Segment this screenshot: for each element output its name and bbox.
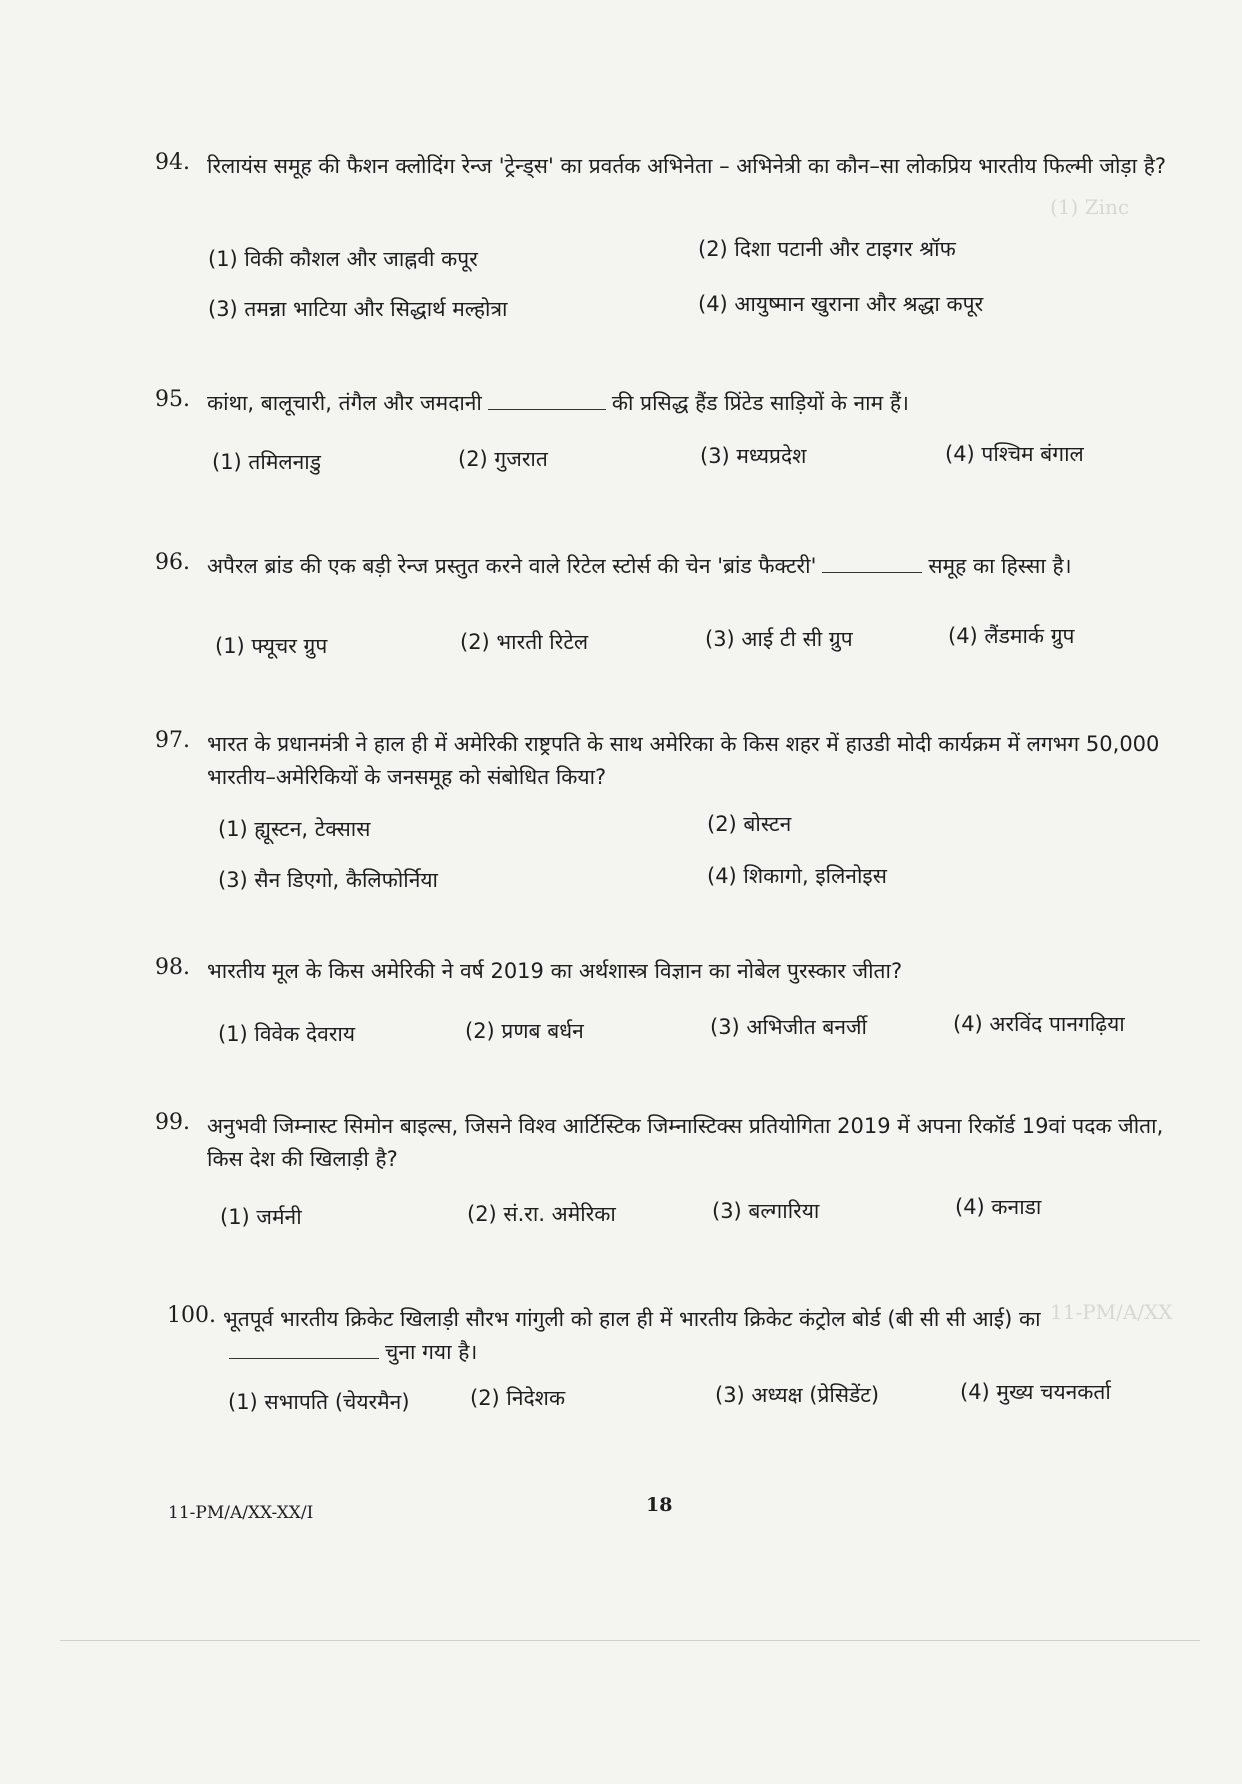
option-99-1[interactable]: (1) जर्मनी <box>220 1205 302 1229</box>
option-95-3[interactable]: (3) मध्यप्रदेश <box>700 444 807 468</box>
option-94-3[interactable]: (3) तमन्ना भाटिया और सिद्धार्थ मल्होत्रा <box>208 297 508 321</box>
option-94-1[interactable]: (1) विकी कौशल और जाह्नवी कपूर <box>208 247 478 271</box>
question-text-part-1: भूतपूर्व भारतीय क्रिकेट खिलाड़ी सौरभ गांगुली को हाल ही में भारतीय क्रिकेट कंट्रोल बोर्ड (बी सी सी आई) का <box>223 1307 1041 1331</box>
option-100-2[interactable]: (2) निदेशक <box>470 1386 566 1410</box>
question-96 <box>155 550 1190 583</box>
question-text: भारतीय मूल के किस अमेरिकी ने वर्ष 2019 का अर्थशास्त्र विज्ञान का नोबेल पुरस्कार जीता? <box>207 959 903 983</box>
option-100-1[interactable]: (1) सभापति (चेयरमैन) <box>228 1390 410 1414</box>
fill-blank <box>229 1340 379 1359</box>
question-text: अनुभवी जिम्नास्ट सिमोन बाइल्स, जिसने विश्व आर्टिस्टिक जिम्नास्टिक्स प्रतियोगिता 2019 में अपना रिकॉर्ड 19वां पदक जीता, किस देश की खिलाड़ी है? <box>207 1114 1164 1171</box>
question-text: रिलायंस समूह की फैशन क्लोदिंग रेन्ज 'ट्रेन्ड्स' का प्रवर्तक अभिनेता – अभिनेत्री का कौन–सा लोकप्रिय भारतीय फिल्मी जोड़ा है? <box>207 154 1167 178</box>
option-97-4[interactable]: (4) शिकागो, इलिनोइस <box>707 864 887 888</box>
option-95-1[interactable]: (1) तमिलनाडु <box>212 450 321 474</box>
fill-blank <box>822 554 922 573</box>
question-text-part-1: अपैरल ब्रांड की एक बड़ी रेन्ज प्रस्तुत करने वाले रिटेल स्टोर्स की चेन 'ब्रांड फैक्टरी' <box>207 554 817 578</box>
question-number: 95. <box>155 387 190 412</box>
question-99 <box>155 1110 1190 1176</box>
option-96-4[interactable]: (4) लैंडमार्क ग्रुप <box>948 624 1075 648</box>
question-94 <box>155 150 1190 183</box>
option-96-1[interactable]: (1) फ्यूचर ग्रुप <box>215 634 328 658</box>
option-96-2[interactable]: (2) भारती रिटेल <box>460 630 589 654</box>
question-number: 96. <box>155 550 190 575</box>
option-100-3[interactable]: (3) अध्यक्ष (प्रेसिडेंट) <box>715 1383 880 1407</box>
fill-blank <box>488 391 606 410</box>
question-text <box>223 1303 1190 1369</box>
option-98-4[interactable]: (4) अरविंद पानगढ़िया <box>953 1012 1125 1036</box>
page-number: 18 <box>646 1494 673 1516</box>
question-number: 100. <box>167 1303 216 1328</box>
option-98-1[interactable]: (1) विवेक देवराय <box>218 1022 356 1046</box>
question-number: 94. <box>155 150 190 175</box>
bleed-through-text: (1) Zinc <box>1050 195 1130 219</box>
question-text <box>207 550 1190 583</box>
question-text: भारत के प्रधानमंत्री ने हाल ही में अमेरिकी राष्ट्रपति के साथ अमेरिका के किस शहर में हाउडी मोदी कार्यक्रम में लगभग 50,000 भारतीय–अमेरिकियों के जनसमूह को संबोधित किया? <box>207 732 1160 789</box>
option-98-3[interactable]: (3) अभिजीत बनर्जी <box>710 1015 868 1039</box>
page-edge-divider <box>60 1640 1200 1641</box>
option-100-4[interactable]: (4) मुख्य चयनकर्ता <box>960 1380 1111 1404</box>
option-99-2[interactable]: (2) सं.रा. अमेरिका <box>467 1202 616 1226</box>
question-text-part-2: समूह का हिस्सा है। <box>928 554 1072 578</box>
question-95 <box>155 387 1190 420</box>
question-number: 99. <box>155 1110 190 1135</box>
option-99-4[interactable]: (4) कनाडा <box>955 1195 1042 1219</box>
option-96-3[interactable]: (3) आई टी सी ग्रुप <box>705 627 853 651</box>
option-99-3[interactable]: (3) बल्गारिया <box>712 1199 820 1223</box>
paper-code: 11-PM/A/XX-XX/I <box>168 1503 314 1523</box>
question-98 <box>155 955 1190 988</box>
option-95-2[interactable]: (2) गुजरात <box>458 447 548 471</box>
option-97-2[interactable]: (2) बोस्टन <box>707 812 792 836</box>
bleed-through-text: 11-PM/A/XX <box>1050 1300 1173 1324</box>
option-94-2[interactable]: (2) दिशा पटानी और टाइगर श्रॉफ <box>698 237 956 261</box>
question-text-part-1: कांथा, बालूचारी, तंगैल और जमदानी <box>207 391 482 415</box>
question-number: 97. <box>155 728 190 753</box>
option-94-4[interactable]: (4) आयुष्मान खुराना और श्रद्धा कपूर <box>698 292 984 316</box>
question-97 <box>155 728 1190 794</box>
option-97-3[interactable]: (3) सैन डिएगो, कैलिफोर्निया <box>218 868 438 892</box>
option-97-1[interactable]: (1) ह्यूस्टन, टेक्सास <box>218 817 371 841</box>
question-text-part-2: चुना गया है। <box>385 1340 478 1364</box>
question-text <box>207 387 1190 420</box>
option-95-4[interactable]: (4) पश्चिम बंगाल <box>945 442 1084 466</box>
question-100 <box>155 1303 1190 1369</box>
question-text-part-2: की प्रसिद्ध हैंड प्रिंटेड साड़ियों के नाम हैं। <box>611 391 909 415</box>
option-98-2[interactable]: (2) प्रणब बर्धन <box>465 1019 584 1043</box>
question-number: 98. <box>155 955 190 980</box>
